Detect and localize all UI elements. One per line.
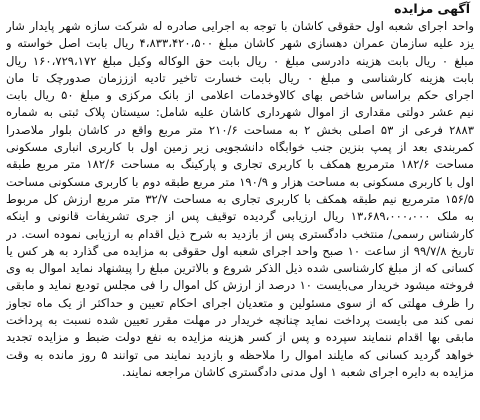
notice-line: کمربندی بعد از پمپ بنزین جنب خوابگاه دانشجویی زیر زمین اول با کاربری انباری مسکونی [6, 140, 474, 155]
notice-line: مزایده به دایره اجرای شعبه ۱ اول مدنی دادگستری کاشان مراجعه نمایند. [121, 364, 474, 379]
notice-line: ۱۵۶/۵ مترمربع نیم طبقه همکف با کاربری تجاری به مساحت ۳۲/۷ متر مربع ارزش کل مربوط [6, 191, 474, 206]
notice-line: اول با کاربری مسکونی به مساحت هزار و ۱۹۰/۹ متر مربع طبقه دوم با کاربری مسکونی مساحت [6, 174, 474, 189]
notice-line: مبلغ ۰ ریال بابت هزینه دادرسی مبلغ ۰ ریال بابت حق الوکاله وکیل مبلغ ۱۶۰،۷۲۹،۱۷۲ ریال [6, 53, 474, 68]
notice-line: را ظرف مهلتی که از سوی مسئولین و متعدیان اجرای احکام تعیین و حداکثر از یک ماه تجاوز [6, 295, 474, 310]
notice-line: تاریخ ۹۹/۷/۸ از ساعت ۱۰ صبح واحد اجرای شعبه اول حقوقی به مزایده می گذارد به هر کس یا [6, 243, 474, 258]
notice-line: اجرای حکم براساس شاخص بهای کالاوخدمات اعلامی از بانک مرکزی و مبلغ ۵۰ ریال بابت [6, 88, 474, 103]
notice-line: نمی کند می بایست پرداخت نماید چنانچه خریدار در مهلت مقرر تعیین شده نسبت به پرداخت [6, 313, 474, 328]
notice-line: فروخته میشود خریدار می‌بایست ۱۰ درصد از ارزش کل اموال را فی مجلس تودیع نماید و مابقی [6, 278, 474, 293]
notice-line: خواهد گردید کسانی که مایلند اموال را ملاحظه و بازدید نمایند می توانند ۵ روز مانده به وقت [6, 347, 474, 362]
notice-title: آگهی مزایده [394, 1, 470, 16]
notice-line: کارشناس رسمی/ منتخب دادگستری پس از بازدید به شرح ذیل اقدام به ارزیابی نموده است. در [6, 226, 474, 241]
notice-line: نیم عشر دولتی مقداری از اموال شهرداری کاشان علیه شامل: سیستان پلاک ثبتی به شماره [6, 105, 474, 120]
notice-body [6, 18, 474, 381]
notice-line: مساحت ۱۸۲/۶ مترمربع همکف با کاربری تجاری و پارکینگ به مساحت ۱۸۲/۶ متر مربع طبقه [6, 157, 474, 172]
notice-line: مابقی بها اقدام ننمایند سپرده و پس از کسر هزینه مزایده به نفع دولت ضبط و مزایده تجدید [6, 330, 474, 345]
notice-line: ۲۸۸۳ فرعی از ۵۳ اصلی بخش ۲ به مساحت ۲۱۰/۶ متر مربع واقع در کاشان بلوار ملاصدرا [6, 122, 474, 137]
notice-line: به ملک ۱۳،۶۸۹،۰۰۰،۰۰۰ ریال ارزیابی گردیده توقیف پس از جری تشریفات قانونی و اینکه [6, 209, 474, 224]
notice-line: کسانی که از مبلغ کارشناسی شده ذیل الذکر شروع و بالاترین مبلغ را پیشنهاد نماید اموال به وی [6, 261, 474, 276]
notice-line: یزد علیه سازمان عمران دهسازی شهر کاشان مبلغ ۴،۸۳۳،۴۲۰،۵۰۰ ریال بابت اصل خواسته و [6, 36, 474, 51]
notice-line: بابت هزینه کارشناسی و مبلغ ۰ ریال بابت خسارت تاخیر تادیه ازززمان صدورچک تا مان [6, 70, 474, 85]
auction-notice [6, 0, 474, 420]
notice-line: واحد اجرای شعبه اول حقوقی کاشان با توجه به اجرایی صادره له شرکت سازه شهر پایدار شار [6, 19, 474, 33]
